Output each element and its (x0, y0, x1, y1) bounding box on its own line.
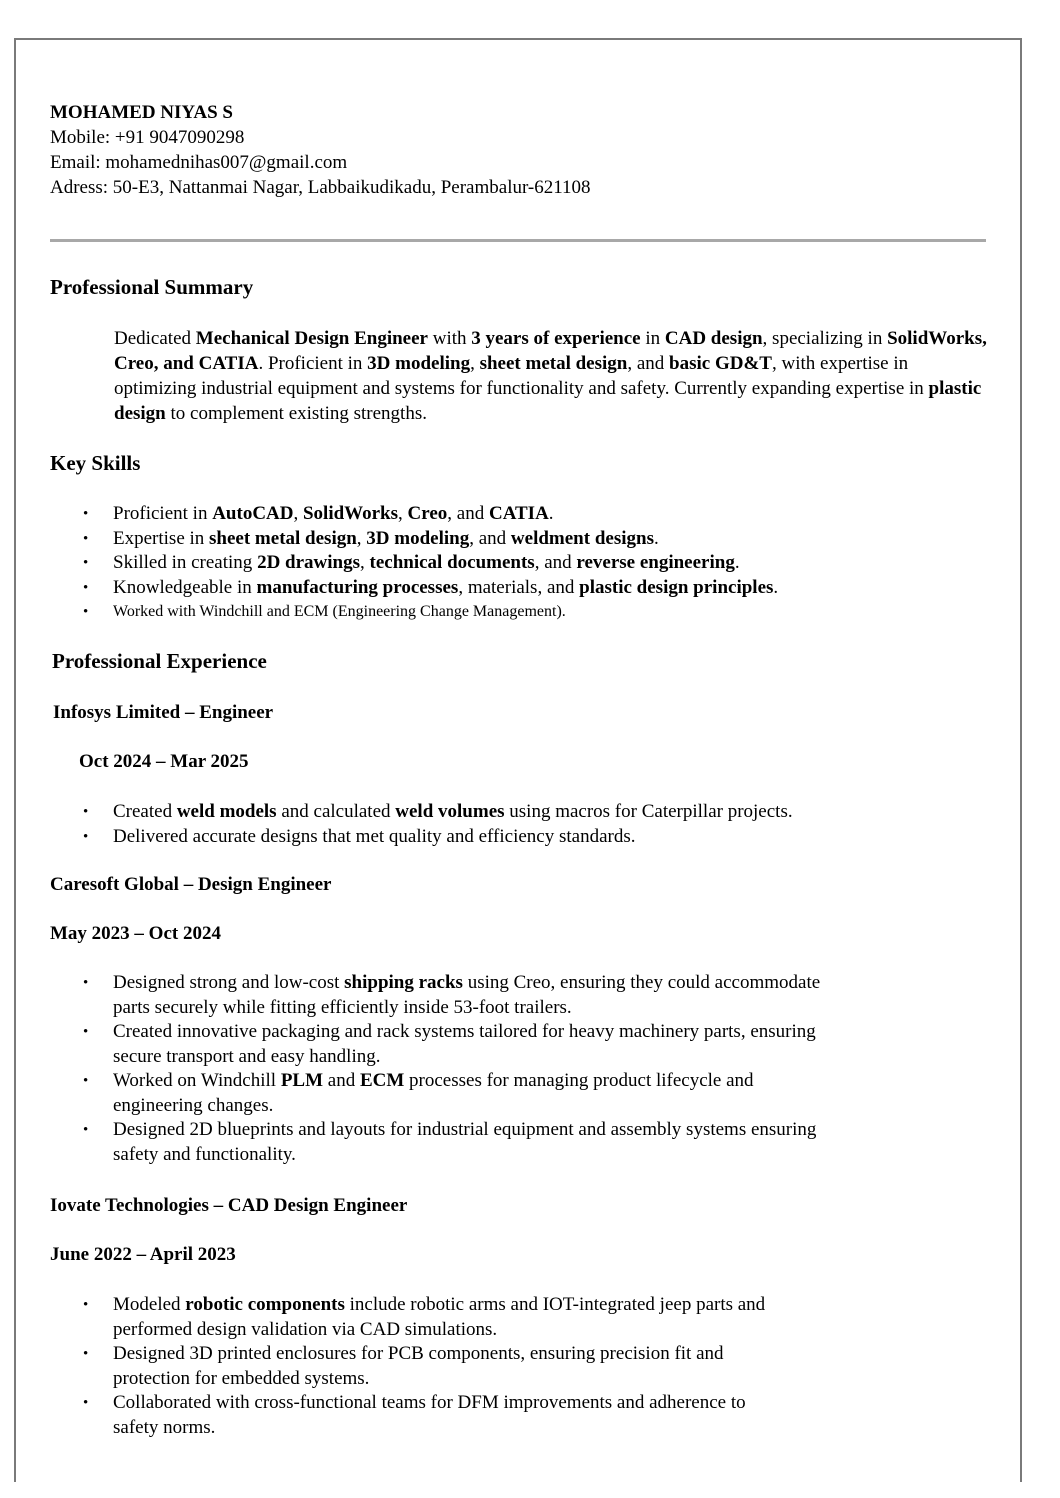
bullet-icon: • (83, 828, 89, 845)
text: Delivered accurate designs that met quality and efficiency standards. (113, 825, 636, 847)
job-heading: Iovate Technologies – CAD Design Engineer (50, 1195, 408, 1216)
text: Created innovative packaging and rack systems tailored for heavy machinery parts, ensuring (113, 1021, 816, 1042)
text: Skilled in creating (113, 552, 258, 573)
bullet-icon: • (83, 1297, 89, 1313)
text: in (640, 328, 665, 349)
text: , and (447, 503, 489, 524)
text: . (773, 576, 779, 598)
job-dates: May 2023 – Oct 2024 (50, 923, 221, 944)
section-title-skills: Key Skills (50, 451, 141, 475)
text: . (548, 503, 554, 524)
bullet-icon: • (83, 579, 89, 596)
list-item (50, 600, 778, 625)
bold-text: weld volumes (395, 801, 505, 822)
text: Dedicated (114, 328, 196, 349)
bullet-icon: • (83, 1073, 89, 1089)
text: Created (113, 801, 177, 822)
list-item (50, 527, 778, 552)
text: . (653, 527, 659, 549)
text: Expertise in (113, 527, 210, 549)
text: engineering changes. (113, 1094, 274, 1116)
text: , (360, 552, 370, 573)
text: , specializing in (762, 328, 888, 349)
text: , (470, 353, 480, 374)
bold-text: CAD design (664, 328, 763, 349)
job-heading: Caresoft Global – Design Engineer (50, 874, 332, 895)
text: Knowledgeable in (113, 576, 257, 598)
list-item (50, 1342, 765, 1391)
job-bullets (50, 1293, 765, 1440)
list-item (50, 1118, 820, 1167)
email-line: Email: mohamednihas007@gmail.com (50, 152, 348, 173)
section-title-experience: Professional Experience (52, 649, 267, 673)
text: , and (627, 353, 670, 374)
list-item (50, 1069, 820, 1118)
text: Designed 2D blueprints and layouts for industrial equipment and assembly systems ensuring (113, 1119, 817, 1140)
bold-text: AutoCAD (212, 503, 294, 524)
mobile-line: Mobile: +91 9047090298 (50, 127, 245, 148)
text: safety and functionality. (113, 1143, 296, 1165)
bullet-icon: • (83, 975, 89, 991)
list-item (50, 1391, 765, 1440)
text: Collaborated with cross-functional teams for DFM improvements and adherence to (113, 1392, 746, 1413)
text: Designed 3D printed enclosures for PCB components, ensuring precision fit and (113, 1343, 724, 1364)
bold-text: weld models (176, 801, 277, 822)
list-item (50, 971, 820, 1020)
bold-text: Creo (407, 503, 448, 524)
text: , (398, 503, 408, 524)
bullet-icon: • (83, 1346, 89, 1362)
text: and calculated (276, 801, 396, 822)
bold-text: technical documents (369, 552, 535, 573)
bullet-icon: • (83, 506, 89, 522)
bold-text: reverse engineering (576, 552, 735, 573)
text: , and (534, 552, 577, 573)
bold-text: 3D modeling (367, 353, 471, 374)
list-item (50, 800, 793, 825)
bold-text: basic GD&T (669, 353, 772, 374)
bullet-icon: • (83, 604, 89, 620)
text: safety norms. (113, 1416, 216, 1438)
text: to complement existing strengths. (165, 403, 427, 424)
bold-text: plastic design principles (579, 576, 774, 598)
text: with (427, 328, 472, 349)
text: using macros for Caterpillar projects. (504, 801, 793, 822)
list-item (50, 825, 793, 850)
bold-text: 3D modeling (366, 527, 470, 549)
text: secure transport and easy handling. (113, 1045, 381, 1067)
job-dates: June 2022 – April 2023 (50, 1244, 236, 1265)
bullet-icon: • (83, 555, 89, 571)
job-bullets (50, 800, 793, 849)
bold-text: Mechanical Design Engineer (195, 328, 428, 349)
bold-text: weldment designs (510, 527, 654, 549)
text: , materials, and (458, 576, 580, 598)
bold-text: SolidWorks, Creo, and CATIA (114, 328, 987, 374)
bullet-icon: • (83, 804, 89, 820)
text: performed design validation via CAD simulations. (113, 1318, 498, 1340)
bold-text: manufacturing processes (256, 576, 459, 598)
header-divider (50, 239, 986, 242)
bold-text: sheet metal design (209, 527, 357, 549)
list-item (50, 551, 778, 576)
bullet-icon: • (83, 1122, 89, 1138)
skills-list (50, 502, 778, 625)
text: , (356, 527, 367, 549)
text: , and (469, 527, 511, 549)
bold-text: SolidWorks (302, 503, 399, 524)
candidate-name: MOHAMED NIYAS S (50, 102, 233, 123)
text: , (293, 503, 303, 524)
text: Worked with Windchill and ECM (Engineering Change Management). (113, 603, 566, 620)
list-item (50, 576, 778, 601)
job-dates: Oct 2024 – Mar 2025 (79, 751, 249, 772)
bold-text: CATIA (488, 503, 549, 524)
text: and (323, 1070, 360, 1091)
job-bullets (50, 971, 820, 1167)
text: Designed strong and low-cost (113, 972, 345, 993)
text: parts securely while fitting efficiently inside 53-foot trailers. (113, 996, 572, 1018)
text: . Proficient in (258, 353, 368, 374)
bold-text: 2D drawings (257, 552, 360, 573)
bullet-icon: • (83, 1024, 89, 1040)
text: Modeled (113, 1294, 186, 1315)
bold-text: PLM (280, 1070, 324, 1091)
text: include robotic arms and IOT-integrated jeep parts and (344, 1294, 766, 1315)
list-item (50, 1293, 765, 1342)
bold-text: sheet metal design (479, 353, 628, 374)
text: protection for embedded systems. (113, 1367, 370, 1389)
list-item (50, 502, 778, 527)
bold-text: ECM (359, 1070, 405, 1091)
summary-paragraph (114, 326, 994, 426)
text: Proficient in (113, 503, 213, 524)
text: using Creo, ensuring they could accommodate (462, 972, 821, 993)
bold-text: robotic components (185, 1294, 345, 1315)
bold-text: 3 years of experience (471, 328, 641, 349)
text: , with expertise in optimizing industrial equipment and systems for functionality and safety. Currently expanding expertise in (114, 353, 929, 399)
job-heading: Infosys Limited – Engineer (53, 702, 274, 723)
text: . (734, 552, 740, 573)
bold-text: shipping racks (344, 972, 463, 993)
section-title-summary: Professional Summary (50, 275, 254, 299)
address-line: Adress: 50-E3, Nattanmai Nagar, Labbaikudikadu, Perambalur-621108 (50, 177, 591, 198)
bullet-icon: • (83, 1395, 89, 1411)
list-item (50, 1020, 820, 1069)
bullet-icon: • (83, 530, 89, 547)
text: processes for managing product lifecycle and (404, 1070, 754, 1091)
text: Worked on Windchill (113, 1070, 281, 1091)
bold-text: plastic design (114, 378, 982, 424)
